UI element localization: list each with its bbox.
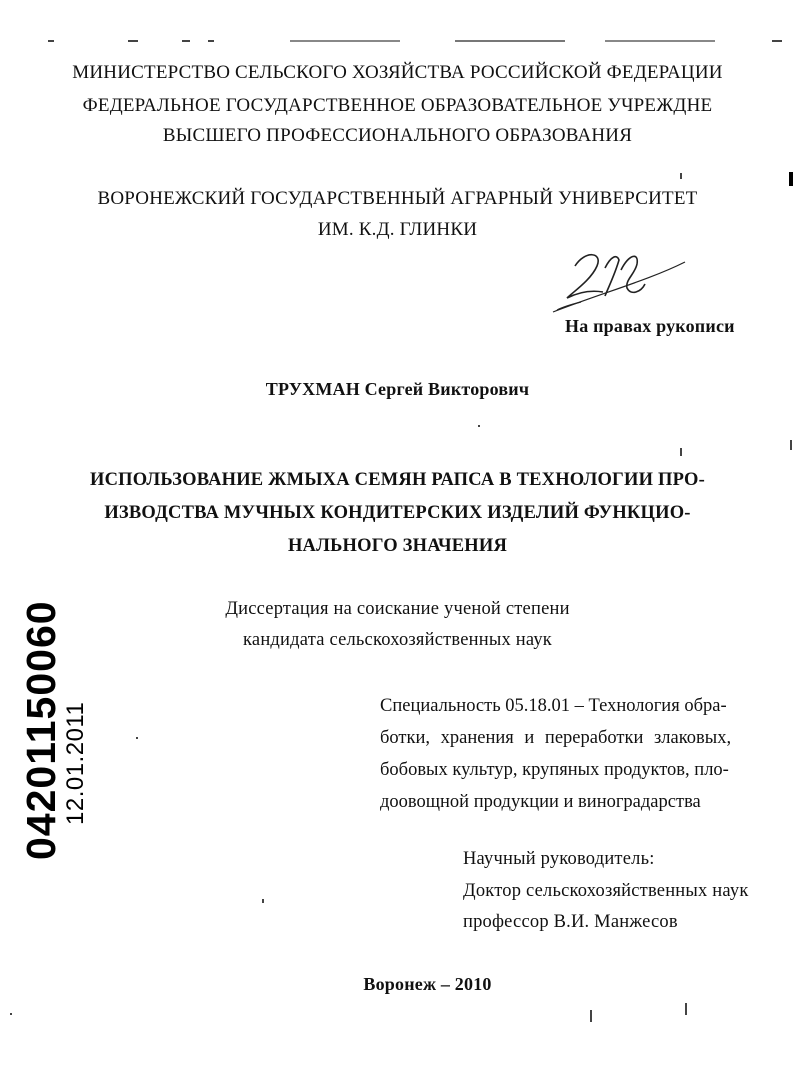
degree-line-1: Диссертация на соискание ученой степени [225, 599, 570, 619]
signature [545, 240, 695, 320]
manuscript-note: На правах рукописи [565, 316, 735, 336]
library-stamp-date: 12.01.2011 [62, 701, 89, 825]
specialty-line-1: Специальность 05.18.01 – Технология обра- [380, 696, 727, 716]
supervisor-label: Научный руководитель: [463, 849, 655, 869]
ministry-title: МИНИСТЕРСТВО СЕЛЬСКОГО ХОЗЯЙСТВА РОССИЙСКОЙ ФЕДЕРАЦИИ [72, 62, 723, 83]
specialty-line-2: ботки, хранения и переработки злаковых, [380, 728, 732, 748]
institution-line-2: ВЫСШЕГО ПРОФЕССИОНАЛЬНОГО ОБРАЗОВАНИЯ [162, 125, 633, 146]
university-line-2: ИМ. К.Д. ГЛИНКИ [317, 219, 478, 240]
supervisor-name: профессор В.И. Манжесов [463, 912, 678, 932]
supervisor-degree: Доктор сельскохозяйственных наук [463, 881, 749, 901]
author-name: ТРУХМАН Сергей Викторович [265, 379, 530, 399]
university-line-1: ВОРОНЕЖСКИЙ ГОСУДАРСТВЕННЫЙ АГРАРНЫЙ УНИВЕРСИТЕТ [97, 188, 698, 209]
title-line-1: ИСПОЛЬЗОВАНИЕ ЖМЫХА СЕМЯН РАПСА В ТЕХНОЛОГИИ ПРО- [90, 470, 705, 490]
city-year: Воронеж – 2010 [363, 974, 492, 994]
degree-line-2: кандидата сельскохозяйственных наук [243, 630, 552, 650]
specialty-line-4: доовощной продукции и виноградарства [380, 792, 701, 812]
title-line-2: ИЗВОДСТВА МУЧНЫХ КОНДИТЕРСКИХ ИЗДЕЛИЙ ФУНКЦИО- [104, 503, 691, 523]
title-line-3: НАЛЬНОГО ЗНАЧЕНИЯ [287, 536, 508, 556]
library-stamp-code: 04201150060 [18, 600, 64, 860]
specialty-block [380, 690, 742, 818]
institution-line-1: ФЕДЕРАЛЬНОЕ ГОСУДАРСТВЕННОЕ ОБРАЗОВАТЕЛЬНОЕ УЧРЕЖДНЕ [82, 95, 713, 116]
specialty-line-3: бобовых культур, крупяных продуктов, пло- [380, 760, 729, 780]
